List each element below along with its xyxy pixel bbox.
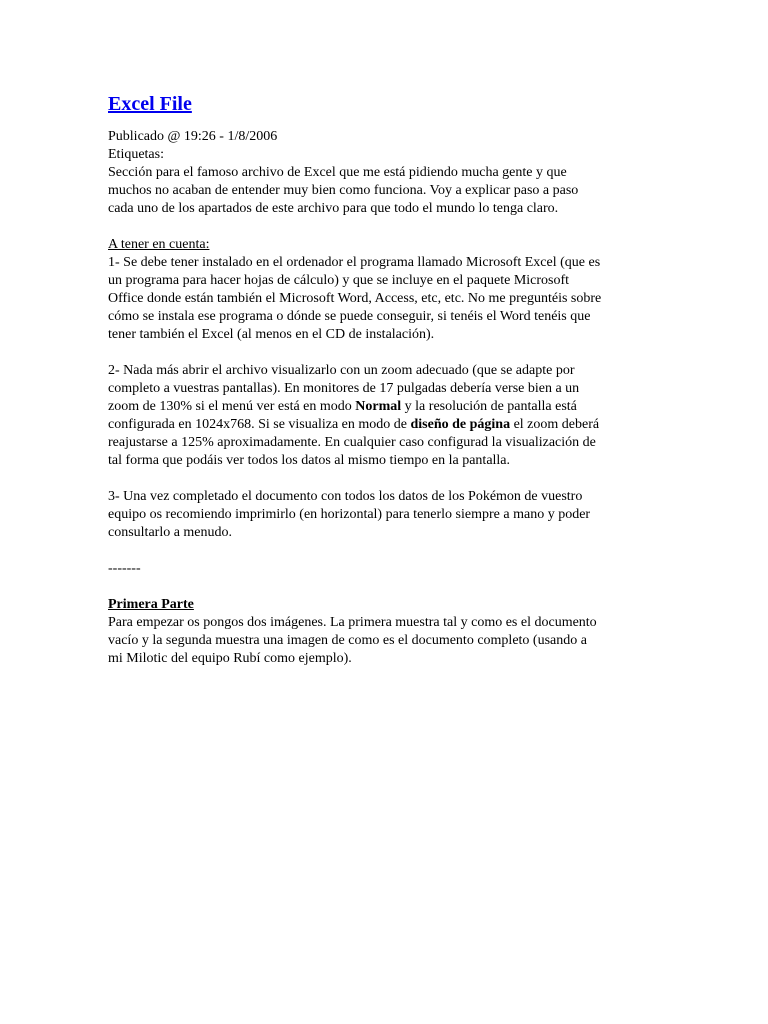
intro-line: Sección para el famoso archivo de Excel que me está pidiendo mucha gente y que [108,165,567,180]
intro-line: cada uno de los apartados de este archivo para que todo el mundo lo tenga claro. [108,201,559,216]
point-2-text: y la resolución de pantalla está [401,399,577,414]
point-2-line: reajustarse a 125% aproximadamente. En cualquier caso configurad la visualización de [108,435,596,450]
primera-parte-bold: Primera Parte [108,597,194,612]
blog-post [108,88,658,668]
point-2-text: zoom de 130% si el menú ver está en modo [108,399,356,414]
primera-line: vacío y la segunda muestra una imagen de como es el documento completo (usando a [108,633,587,648]
point-2-text: el zoom deberá [510,417,600,432]
point-3-line: consultarlo a menudo. [108,525,233,540]
point-2-paragraph [108,362,658,470]
primera-parte-paragraph [108,614,658,668]
point-2-line [108,398,658,416]
primera-parte-heading [108,596,658,614]
point-1-line: Office donde están también el Microsoft Word, Access, etc, etc. No me preguntéis sobre [108,291,602,306]
primera-line: Para empezar os pongos dos imágenes. La primera muestra tal y como es el documento [108,615,597,630]
point-3-paragraph [108,488,658,542]
post-title-link[interactable]: Excel File [108,93,192,115]
point-1-line: cómo se instala ese programa o dónde se puede conseguir, si tenéis el Word tenéis que [108,309,591,324]
spacer [108,542,658,560]
point-2-line: tal forma que podáis ver todos los datos al mismo tiempo en la pantalla. [108,453,511,468]
primera-line: mi Milotic del equipo Rubí como ejemplo). [108,651,352,666]
intro-line: muchos no acaban de entender muy bien como funciona. Voy a explicar paso a paso [108,183,579,198]
point-1-paragraph [108,254,658,344]
published-timestamp: Publicado @ 19:26 - 1/8/2006 [108,129,278,144]
point-2-line [108,416,658,434]
normal-mode-bold: Normal [355,399,402,414]
point-2-line: completo a vuestras pantallas). En monitores de 17 pulgadas debería verse bien a un [108,381,580,396]
point-2-text: configurada en 1024x768. Si se visualiza en modo de [108,417,411,432]
tener-en-cuenta-heading: A tener en cuenta: [108,237,210,252]
spacer [108,218,658,236]
point-1-line: 1- Se debe tener instalado en el ordenador el programa llamado Microsoft Excel (que es [108,255,601,270]
page-layout-mode-bold: diseño de página [410,417,511,432]
point-1-line: un programa para hacer hojas de cálculo) y que se incluye en el paquete Microsoft [108,273,570,288]
tags-label: Etiquetas: [108,147,164,162]
point-3-line: 3- Una vez completado el documento con todos los datos de los Pokémon de vuestro [108,489,583,504]
point-1-line: tener también el Excel (al menos en el CD de instalación). [108,327,435,342]
intro-paragraph [108,164,658,218]
separator: ------- [108,561,141,576]
spacer [108,578,658,596]
point-2-line: 2- Nada más abrir el archivo visualizarlo con un zoom adecuado (que se adapte por [108,363,575,378]
spacer [108,344,658,362]
point-3-line: equipo os recomiendo imprimirlo (en horizontal) para tenerlo siempre a mano y poder [108,507,591,522]
spacer [108,470,658,488]
